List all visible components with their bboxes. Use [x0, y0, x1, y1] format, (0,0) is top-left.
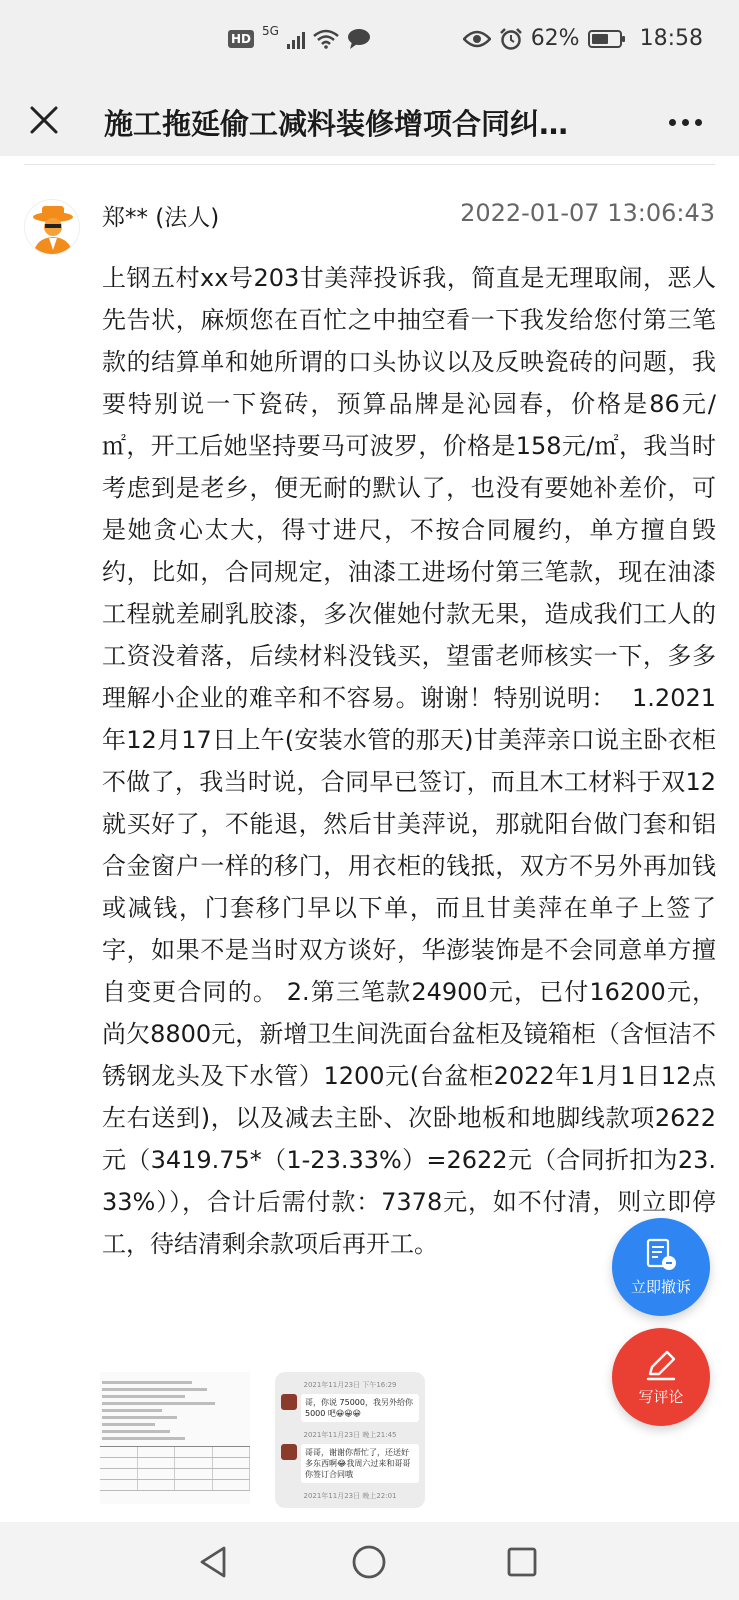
- hd-badge: HD: [228, 30, 254, 48]
- chat-time: 2021年11月23日 晚上21:45: [303, 1431, 397, 1439]
- avatar[interactable]: [24, 199, 80, 255]
- back-button[interactable]: [192, 1540, 236, 1584]
- chat-message: 哥，你说 75000，我另外给你 5000 吧😀😀😀: [301, 1394, 419, 1422]
- home-button[interactable]: [347, 1540, 391, 1584]
- write-comment-button[interactable]: [612, 1328, 710, 1426]
- more-dot: [695, 119, 702, 126]
- more-dot: [682, 119, 689, 126]
- alarm-icon: [499, 27, 523, 51]
- nav-bar: [0, 84, 739, 156]
- attachment-settlement-image[interactable]: [100, 1372, 250, 1504]
- clock: 18:58: [639, 26, 703, 51]
- signal-icon: [287, 29, 305, 49]
- attachment-chat-image[interactable]: [275, 1372, 425, 1508]
- network-type: 5G: [262, 24, 279, 38]
- chat-time: 2021年11月23日 下午16:29: [303, 1381, 397, 1389]
- withdraw-document-icon: [644, 1238, 678, 1272]
- comment-timestamp: 2022-01-07 13:06:43: [460, 199, 715, 227]
- home-circle-icon: [351, 1544, 387, 1580]
- comment-body: 上钢五村xx号203甘美萍投诉我，简直是无理取闹，恶人先告状，麻烦您在百忙之中抽空看一下我发给您付第三笔款的结算单和她所谓的口头协议以及反映瓷砖的问题，我要特别说一下瓷砖，预算品牌是沁园春，价格是86元/㎡，开工后她坚持要马可波罗，价格是158元/㎡，我当时考虑到是老乡，便无耐的默认了，也没有要她补差价，可是她贪心太大，得寸进尺，不按合同履约，单方擅自毁约，比如，合同规定，油漆工进场付第三笔款，现在油漆工程就差刷乳胶漆，多次催她付款无果，造成我们工人的工资没着落，后续材料没钱买，望雷老师核实一下，多多理解小企业的难辛和不容易。谢谢！特别说明： 1.2021年12月17日上午(安装水管的那天)甘美萍亲口说主卧衣柜不做了，我当时说，合同早已签订，而且木工材料于双12就买好了，不能退，然后甘美萍说，那就阳台做门套和铝合金窗户一样的移门，用衣柜的钱抵，双方不另外再加钱或减钱，门套移门早以下单，而且甘美萍在单子上签了字，如果不是当时双方谈好，华澎装饰是不会同意单方擅自变更合同的。 2.第三笔款24900元，已付16200元，尚欠8800元，新增卫生间洗面台盆柜及镜箱柜（含恒洁不锈钢龙头及下水管）1200元(台盆柜2022年1月1日12点左右送到)，以及减去主卧、次卧地板和地脚线款项2622元（3419.75*（1-23.33%）=2622元（合同折扣为23.33%）），合计后需付款：7378元，如不付清，则立即停工，待结清剩余款项后再开工。: [102, 264, 716, 1258]
- recent-apps-button[interactable]: [500, 1540, 544, 1584]
- author-name[interactable]: 郑** (法人): [102, 205, 220, 231]
- chat-avatar: [281, 1394, 297, 1410]
- close-button[interactable]: [20, 96, 68, 144]
- comment-label: 写评论: [638, 1387, 684, 1406]
- message-icon: [347, 28, 371, 50]
- chat-time: 2021年11月23日 晚上22:01: [303, 1492, 397, 1500]
- chat-message: 哥哥，谢谢你帮忙了，还送好多东西啊😂我周六过来和哥哥你签订合同哦: [301, 1444, 419, 1483]
- back-triangle-icon: [198, 1545, 230, 1579]
- battery-icon: [588, 30, 622, 48]
- user-avatar-icon: [25, 200, 80, 255]
- system-nav-bar: [0, 1522, 739, 1600]
- battery-fill: [592, 34, 608, 44]
- status-bar: [0, 0, 739, 84]
- withdraw-complaint-button[interactable]: [612, 1218, 710, 1316]
- recent-square-icon: [506, 1546, 538, 1578]
- status-right: [463, 26, 703, 51]
- page-title: 施工拖延偷工减料装修增项合同纠…: [104, 107, 569, 141]
- withdraw-label: 立即撤诉: [630, 1277, 691, 1296]
- status-left: [228, 24, 371, 50]
- chat-avatar: [281, 1444, 297, 1460]
- more-button[interactable]: [661, 102, 709, 142]
- wifi-icon: [313, 29, 339, 49]
- divider: [24, 164, 715, 165]
- eye-icon: [463, 29, 491, 49]
- pen-icon: [644, 1348, 678, 1382]
- more-dot: [669, 119, 676, 126]
- battery-percent: 62%: [530, 26, 580, 51]
- close-icon: [29, 105, 59, 135]
